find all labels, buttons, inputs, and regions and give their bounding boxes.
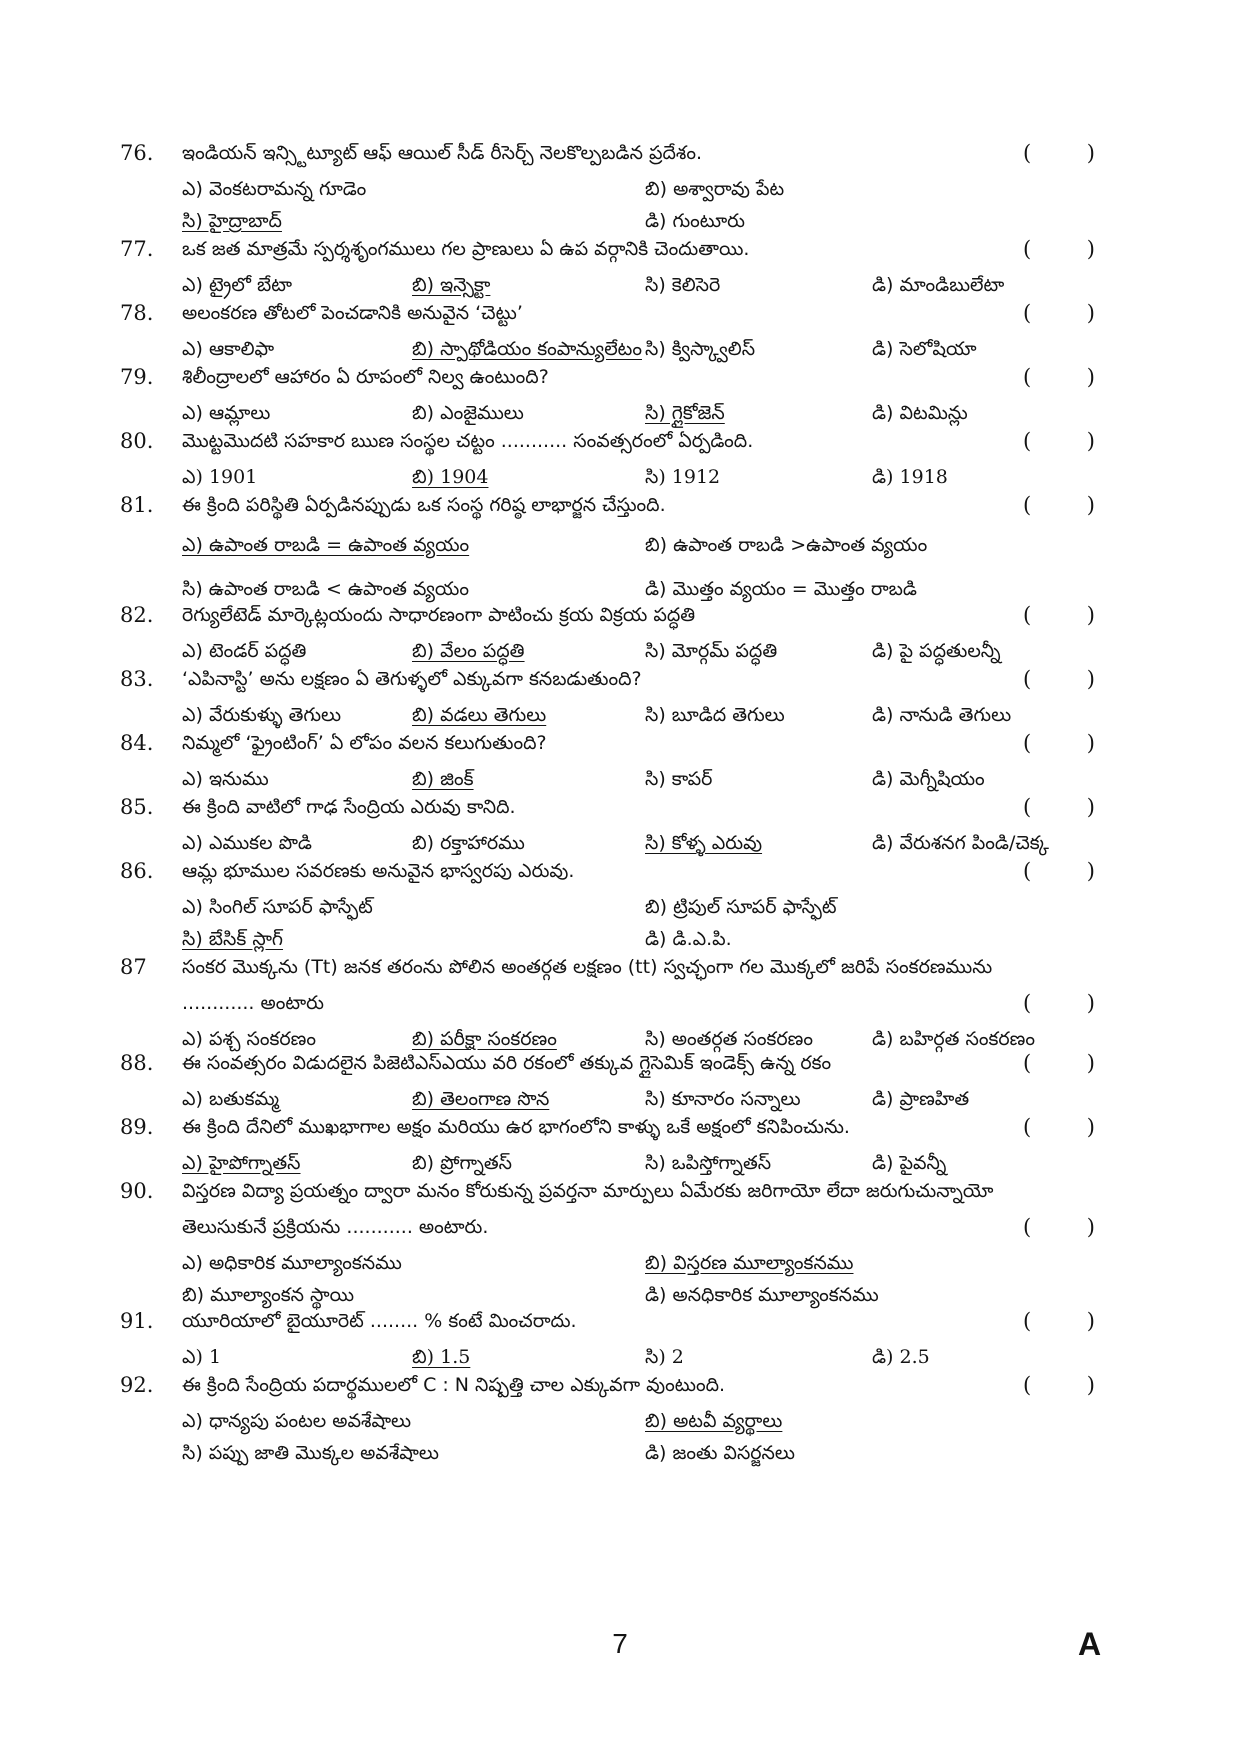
question-item bbox=[0, 1368, 1241, 1468]
question-item bbox=[0, 1174, 1241, 1310]
options-row bbox=[0, 890, 1241, 922]
option-c-correct: సి) హైద్రాబాద్ bbox=[182, 210, 282, 232]
question-text: నిమ్మలో ‘ఫ్రైంటింగ్’ ఏ లోపం వలన కలుగుతుంది? bbox=[182, 732, 547, 754]
bracket-close: ) bbox=[1086, 301, 1095, 325]
option-d: డి) జంతు విసర్జనలు bbox=[645, 1442, 795, 1464]
option-c: సి) ఉపాంత రాబడి < ఉపాంత వ్యయం bbox=[182, 578, 469, 600]
question-stem-row bbox=[0, 1174, 1241, 1210]
question-number: 77. bbox=[120, 237, 154, 261]
bracket-close: ) bbox=[1086, 141, 1095, 165]
question-item bbox=[0, 360, 1241, 432]
option-b-correct: బి) వేలం పద్ధతి bbox=[412, 640, 525, 662]
question-text: మొట్టమొదటి సహకార ఋణ సంస్థల చట్టం ........... సంవత్సరంలో ఏర్పడింది. bbox=[182, 430, 754, 452]
question-text: విస్తరణ విద్యా ప్రయత్నం ద్వారా మనం కోరుకున్న ప్రవర్తనా మార్పులు ఏమేరకు జరిగాయో లేదా జరుగుచున్నాయో bbox=[182, 1180, 994, 1202]
question-number: 90. bbox=[120, 1179, 154, 1203]
option-b-correct: బి) స్పాథోడియం కంపాన్యులేటం bbox=[412, 338, 642, 360]
question-number: 92. bbox=[120, 1373, 154, 1397]
bracket-close: ) bbox=[1086, 429, 1095, 453]
question-text: సంకర మొక్కను (Tt) జనక తరంను పోలిన అంతర్గత లక్షణం (tt) స్వచ్ఛంగా గల మొక్కలో జరిపే సంకరణమును bbox=[182, 956, 993, 978]
option-a-correct: ఎ) ఉపాంత రాబడి = ఉపాంత వ్యయం bbox=[182, 534, 470, 556]
answer-bracket bbox=[1023, 424, 1095, 458]
set-code: A bbox=[1078, 1626, 1102, 1662]
question-text: శిలీంద్రాలలో ఆహారం ఏ రూపంలో నిల్వ ఉంటుంది? bbox=[182, 366, 549, 388]
question-stem-row bbox=[0, 950, 1241, 986]
option-c: సి) మోర్గమ్ పద్ధతి bbox=[645, 640, 778, 662]
options-row bbox=[0, 528, 1241, 568]
question-stem-row bbox=[0, 136, 1241, 172]
question-text-continued: ............ అంటారు bbox=[182, 992, 324, 1014]
bracket-close: ) bbox=[1086, 1215, 1095, 1239]
bracket-close: ) bbox=[1086, 1051, 1095, 1075]
question-stem-row bbox=[0, 1046, 1241, 1082]
answer-bracket bbox=[1023, 1304, 1095, 1338]
option-b-correct: బి) ఇన్సెక్టా bbox=[412, 274, 491, 296]
question-stem-row bbox=[0, 1110, 1241, 1146]
question-stem-row bbox=[0, 296, 1241, 332]
question-number: 86. bbox=[120, 859, 154, 883]
answer-bracket bbox=[1023, 1210, 1095, 1244]
bracket-open: ( bbox=[1023, 365, 1032, 389]
option-c: సి) ఒపిస్తోగ్నాతస్ bbox=[645, 1152, 772, 1174]
question-stem-row bbox=[0, 790, 1241, 826]
option-d: డి) డి.ఎ.పి. bbox=[645, 928, 732, 950]
option-a: ఎ) వేరుకుళ్ళు తెగులు bbox=[182, 704, 342, 726]
question-text: ఈ క్రింది పరిస్థితి ఏర్పడినప్పుడు ఒక సంస్థ గరిష్ఠ లాభార్జన చేస్తుంది. bbox=[182, 494, 666, 516]
option-a: ఎ) ధాన్యపు పంటల అవశేషాలు bbox=[182, 1410, 412, 1432]
option-b-correct: బి) వడలు తెగులు bbox=[412, 704, 547, 726]
option-b-correct: బి) పరీక్షా సంకరణం bbox=[412, 1028, 557, 1050]
option-c-correct: సి) కోళ్ళ ఎరువు bbox=[645, 832, 763, 854]
bracket-close: ) bbox=[1086, 365, 1095, 389]
option-d: డి) అనధికారిక మూల్యాంకనము bbox=[645, 1284, 879, 1306]
question-text: రెగ్యులేటెడ్ మార్కెట్లయందు సాధారణంగా పాటించు క్రయ విక్రయ పద్ధతి bbox=[182, 604, 696, 626]
option-c: సి) కాపర్ bbox=[645, 768, 713, 790]
option-d: డి) గుంటూరు bbox=[645, 210, 745, 232]
bracket-open: ( bbox=[1023, 493, 1032, 517]
bracket-close: ) bbox=[1086, 859, 1095, 883]
answer-bracket bbox=[1023, 854, 1095, 888]
question-stem-row bbox=[0, 726, 1241, 762]
option-d: డి) పై పద్ధతులన్నీ bbox=[872, 640, 1001, 662]
option-c: సి) కూనారం సన్నాలు bbox=[645, 1088, 801, 1110]
question-number: 83. bbox=[120, 667, 154, 691]
option-a: ఎ) టెండర్ పద్ధతి bbox=[182, 640, 307, 662]
option-a: ఎ) ఆమ్లాలు bbox=[182, 402, 271, 424]
question-item bbox=[0, 950, 1241, 1058]
option-c: సి) క్విస్క్వాలిస్ bbox=[645, 338, 756, 360]
question-item bbox=[0, 232, 1241, 304]
question-number: 76. bbox=[120, 141, 154, 165]
bracket-open: ( bbox=[1023, 1373, 1032, 1397]
question-number: 91. bbox=[120, 1309, 154, 1333]
bracket-close: ) bbox=[1086, 731, 1095, 755]
question-item bbox=[0, 854, 1241, 954]
option-b-correct: బి) జింక్ bbox=[412, 768, 474, 790]
option-d: డి) మాండిబులేటా bbox=[872, 274, 1005, 296]
question-text-continued: తెలుసుకునే ప్రక్రియను ........... అంటారు. bbox=[182, 1216, 489, 1238]
options-row bbox=[0, 1404, 1241, 1436]
bracket-close: ) bbox=[1086, 1373, 1095, 1397]
option-a: ఎ) బతుకమ్మ bbox=[182, 1088, 280, 1110]
bracket-close: ) bbox=[1086, 603, 1095, 627]
question-item bbox=[0, 1046, 1241, 1118]
bracket-open: ( bbox=[1023, 731, 1032, 755]
option-d: డి) ప్రాణహిత bbox=[872, 1088, 970, 1110]
option-b: బి) ఎంజైములు bbox=[412, 402, 524, 424]
question-text: ఈ క్రింది వాటిలో గాఢ సేంద్రియ ఎరువు కానిది. bbox=[182, 796, 516, 818]
option-c: సి) పప్పు జాతి మొక్కల అవశేషాలు bbox=[182, 1442, 439, 1464]
option-b-correct: బి) అటవీ వ్యర్థాలు bbox=[645, 1410, 783, 1432]
option-c-correct: సి) బేసిక్ స్లాగ్ bbox=[182, 928, 284, 950]
question-number: 78. bbox=[120, 301, 154, 325]
bracket-open: ( bbox=[1023, 429, 1032, 453]
question-item bbox=[0, 662, 1241, 734]
option-b-correct: బి) విస్తరణ మూల్యాంకనము bbox=[645, 1252, 854, 1274]
bracket-open: ( bbox=[1023, 859, 1032, 883]
option-c-correct: సి) గ్లైకోజెన్ bbox=[645, 402, 725, 424]
answer-bracket bbox=[1023, 360, 1095, 394]
option-b: బి) ట్రిపుల్ సూపర్ ఫాస్ఫేట్ bbox=[645, 896, 837, 918]
option-c: సి) బూడిద తెగులు bbox=[645, 704, 785, 726]
answer-bracket bbox=[1023, 790, 1095, 824]
option-b-correct: బి) 1.5 bbox=[412, 1346, 471, 1368]
question-item bbox=[0, 136, 1241, 236]
answer-bracket bbox=[1023, 986, 1095, 1020]
question-text: ‘ఎపినాస్టి’ అను లక్షణం ఏ తెగుళ్ళలో ఎక్కువగా కనబడుతుంది? bbox=[182, 668, 642, 690]
question-number: 79. bbox=[120, 365, 154, 389]
answer-bracket bbox=[1023, 598, 1095, 632]
bracket-open: ( bbox=[1023, 1309, 1032, 1333]
question-item bbox=[0, 488, 1241, 612]
question-stem-row bbox=[0, 488, 1241, 524]
bracket-open: ( bbox=[1023, 667, 1032, 691]
question-text: యూరియాలో బైయూరెట్ ........ % కంటే మించరాదు. bbox=[182, 1310, 577, 1332]
question-number: 89. bbox=[120, 1115, 154, 1139]
option-b: బి) రక్తాహారము bbox=[412, 832, 525, 854]
options-row bbox=[0, 1246, 1241, 1278]
question-text: ఆమ్ల భూముల సవరణకు అనువైన భాస్వరపు ఎరువు. bbox=[182, 860, 575, 882]
answer-bracket bbox=[1023, 136, 1095, 170]
option-d: డి) 1918 bbox=[872, 466, 948, 488]
option-b: బి) ప్రోగ్నాతస్ bbox=[412, 1152, 513, 1174]
question-number: 81. bbox=[120, 493, 154, 517]
bracket-close: ) bbox=[1086, 795, 1095, 819]
answer-bracket bbox=[1023, 726, 1095, 760]
question-stem-row bbox=[0, 662, 1241, 698]
option-b: బి) ఉపాంత రాబడి >ఉపాంత వ్యయం bbox=[645, 534, 928, 556]
option-d: డి) మెగ్నీషియం bbox=[872, 768, 985, 790]
option-d: డి) మొత్తం వ్యయం = మొత్తం రాబడి bbox=[645, 578, 917, 600]
question-stem-row bbox=[0, 1304, 1241, 1340]
option-d: డి) 2.5 bbox=[872, 1346, 930, 1368]
question-number: 87 bbox=[120, 955, 147, 979]
answer-bracket bbox=[1023, 1046, 1095, 1080]
answer-bracket bbox=[1023, 488, 1095, 522]
answer-bracket bbox=[1023, 232, 1095, 266]
bracket-close: ) bbox=[1086, 493, 1095, 517]
option-d: డి) సెలోషియా bbox=[872, 338, 977, 360]
answer-bracket bbox=[1023, 662, 1095, 696]
question-item bbox=[0, 1110, 1241, 1182]
answer-bracket bbox=[1023, 1368, 1095, 1402]
option-d: డి) బహిర్గత సంకరణం bbox=[872, 1028, 1035, 1050]
option-a: ఎ) ఇనుము bbox=[182, 768, 269, 790]
question-stem-continued bbox=[0, 986, 1241, 1022]
question-stem-row bbox=[0, 854, 1241, 890]
bracket-close: ) bbox=[1086, 991, 1095, 1015]
bracket-open: ( bbox=[1023, 795, 1032, 819]
option-a: ఎ) 1 bbox=[182, 1346, 222, 1368]
option-b-correct: బి) తెలంగాణ సొన bbox=[412, 1088, 550, 1110]
question-item bbox=[0, 598, 1241, 670]
bracket-open: ( bbox=[1023, 603, 1032, 627]
option-a-correct: ఎ) హైపోగ్నాతస్ bbox=[182, 1152, 301, 1174]
page-number: 7 bbox=[612, 1628, 628, 1659]
question-stem-row bbox=[0, 1368, 1241, 1404]
bracket-open: ( bbox=[1023, 141, 1032, 165]
option-a: ఎ) ఎముకల పొడి bbox=[182, 832, 312, 854]
bracket-open: ( bbox=[1023, 301, 1032, 325]
question-text: అలంకరణ తోటలో పెంచడానికి అనువైన ‘చెట్టు’ bbox=[182, 302, 523, 324]
option-a: ఎ) అధికారిక మూల్యాంకనము bbox=[182, 1252, 402, 1274]
option-d: డి) విటమిన్లు bbox=[872, 402, 968, 424]
bracket-close: ) bbox=[1086, 237, 1095, 261]
question-text: ఈ సంవత్సరం విడుదలైన పిజెటిఎస్ఎయు వరి రకంలో తక్కువ గ్లైసెమిక్ ఇండెక్స్ ఉన్న రకం bbox=[182, 1052, 832, 1074]
bracket-open: ( bbox=[1023, 991, 1032, 1015]
bracket-open: ( bbox=[1023, 1051, 1032, 1075]
question-text: ఒక జత మాత్రమే స్పర్శశృంగములు గల ప్రాణులు ఏ ఉప వర్గానికి చెందుతాయి. bbox=[182, 238, 750, 260]
option-c: సి) 2 bbox=[645, 1346, 684, 1368]
question-text: ఈ క్రింది సేంద్రియ పదార్థములలో C : N నిష్పత్తి చాల ఎక్కువగా వుంటుంది. bbox=[182, 1374, 726, 1396]
option-a: ఎ) సింగిల్ సూపర్ ఫాస్ఫేట్ bbox=[182, 896, 373, 918]
option-c: సి) 1912 bbox=[645, 466, 721, 488]
bracket-close: ) bbox=[1086, 1115, 1095, 1139]
question-stem-row bbox=[0, 232, 1241, 268]
question-stem-row bbox=[0, 360, 1241, 396]
question-item bbox=[0, 296, 1241, 368]
question-text: ఇండియన్ ఇన్స్టిట్యూట్ ఆఫ్ ఆయిల్ సీడ్ రీసెర్చ్ నెలకొల్పబడిన ప్రదేశం. bbox=[182, 142, 703, 164]
question-stem-continued bbox=[0, 1210, 1241, 1246]
option-a: ఎ) వెంకటరామన్న గూడెం bbox=[182, 178, 367, 200]
option-b: బి) అశ్వారావు పేట bbox=[645, 178, 785, 200]
option-a: ఎ) ట్రైలో బేటా bbox=[182, 274, 293, 296]
question-number: 80. bbox=[120, 429, 154, 453]
bracket-open: ( bbox=[1023, 1215, 1032, 1239]
option-d: డి) వేరుశనగ పిండి/చెక్క bbox=[872, 832, 1049, 854]
question-item bbox=[0, 790, 1241, 862]
question-item bbox=[0, 1304, 1241, 1376]
bracket-close: ) bbox=[1086, 667, 1095, 691]
options-row bbox=[0, 172, 1241, 204]
option-b-correct: బి) 1904 bbox=[412, 466, 489, 488]
option-d: డి) పైవన్నీ bbox=[872, 1152, 947, 1174]
option-d: డి) నానుడి తెగులు bbox=[872, 704, 1012, 726]
answer-bracket bbox=[1023, 1110, 1095, 1144]
option-a: ఎ) 1901 bbox=[182, 466, 258, 488]
bracket-close: ) bbox=[1086, 1309, 1095, 1333]
option-c: సి) అంతర్గత సంకరణం bbox=[645, 1028, 813, 1050]
question-number: 85. bbox=[120, 795, 154, 819]
question-item bbox=[0, 424, 1241, 496]
bracket-open: ( bbox=[1023, 1115, 1032, 1139]
question-stem-row bbox=[0, 424, 1241, 460]
question-number: 88. bbox=[120, 1051, 154, 1075]
question-stem-row bbox=[0, 598, 1241, 634]
options-row bbox=[0, 1436, 1241, 1468]
option-c: బి) మూల్యాంకన స్థాయి bbox=[182, 1284, 355, 1306]
question-item bbox=[0, 726, 1241, 798]
question-number: 84. bbox=[120, 731, 154, 755]
answer-bracket bbox=[1023, 296, 1095, 330]
option-a: ఎ) పశ్చ సంకరణం bbox=[182, 1028, 316, 1050]
option-a: ఎ) ఆకాలిఫా bbox=[182, 338, 275, 360]
option-c: సి) కెలిసెరె bbox=[645, 274, 721, 296]
question-text: ఈ క్రింది దేనిలో ముఖభాగాల అక్షం మరియు ఉర భాగంలోని కాళ్ళు ఒకే అక్షంలో కనిపించును. bbox=[182, 1116, 850, 1138]
bracket-open: ( bbox=[1023, 237, 1032, 261]
question-number: 82. bbox=[120, 603, 154, 627]
